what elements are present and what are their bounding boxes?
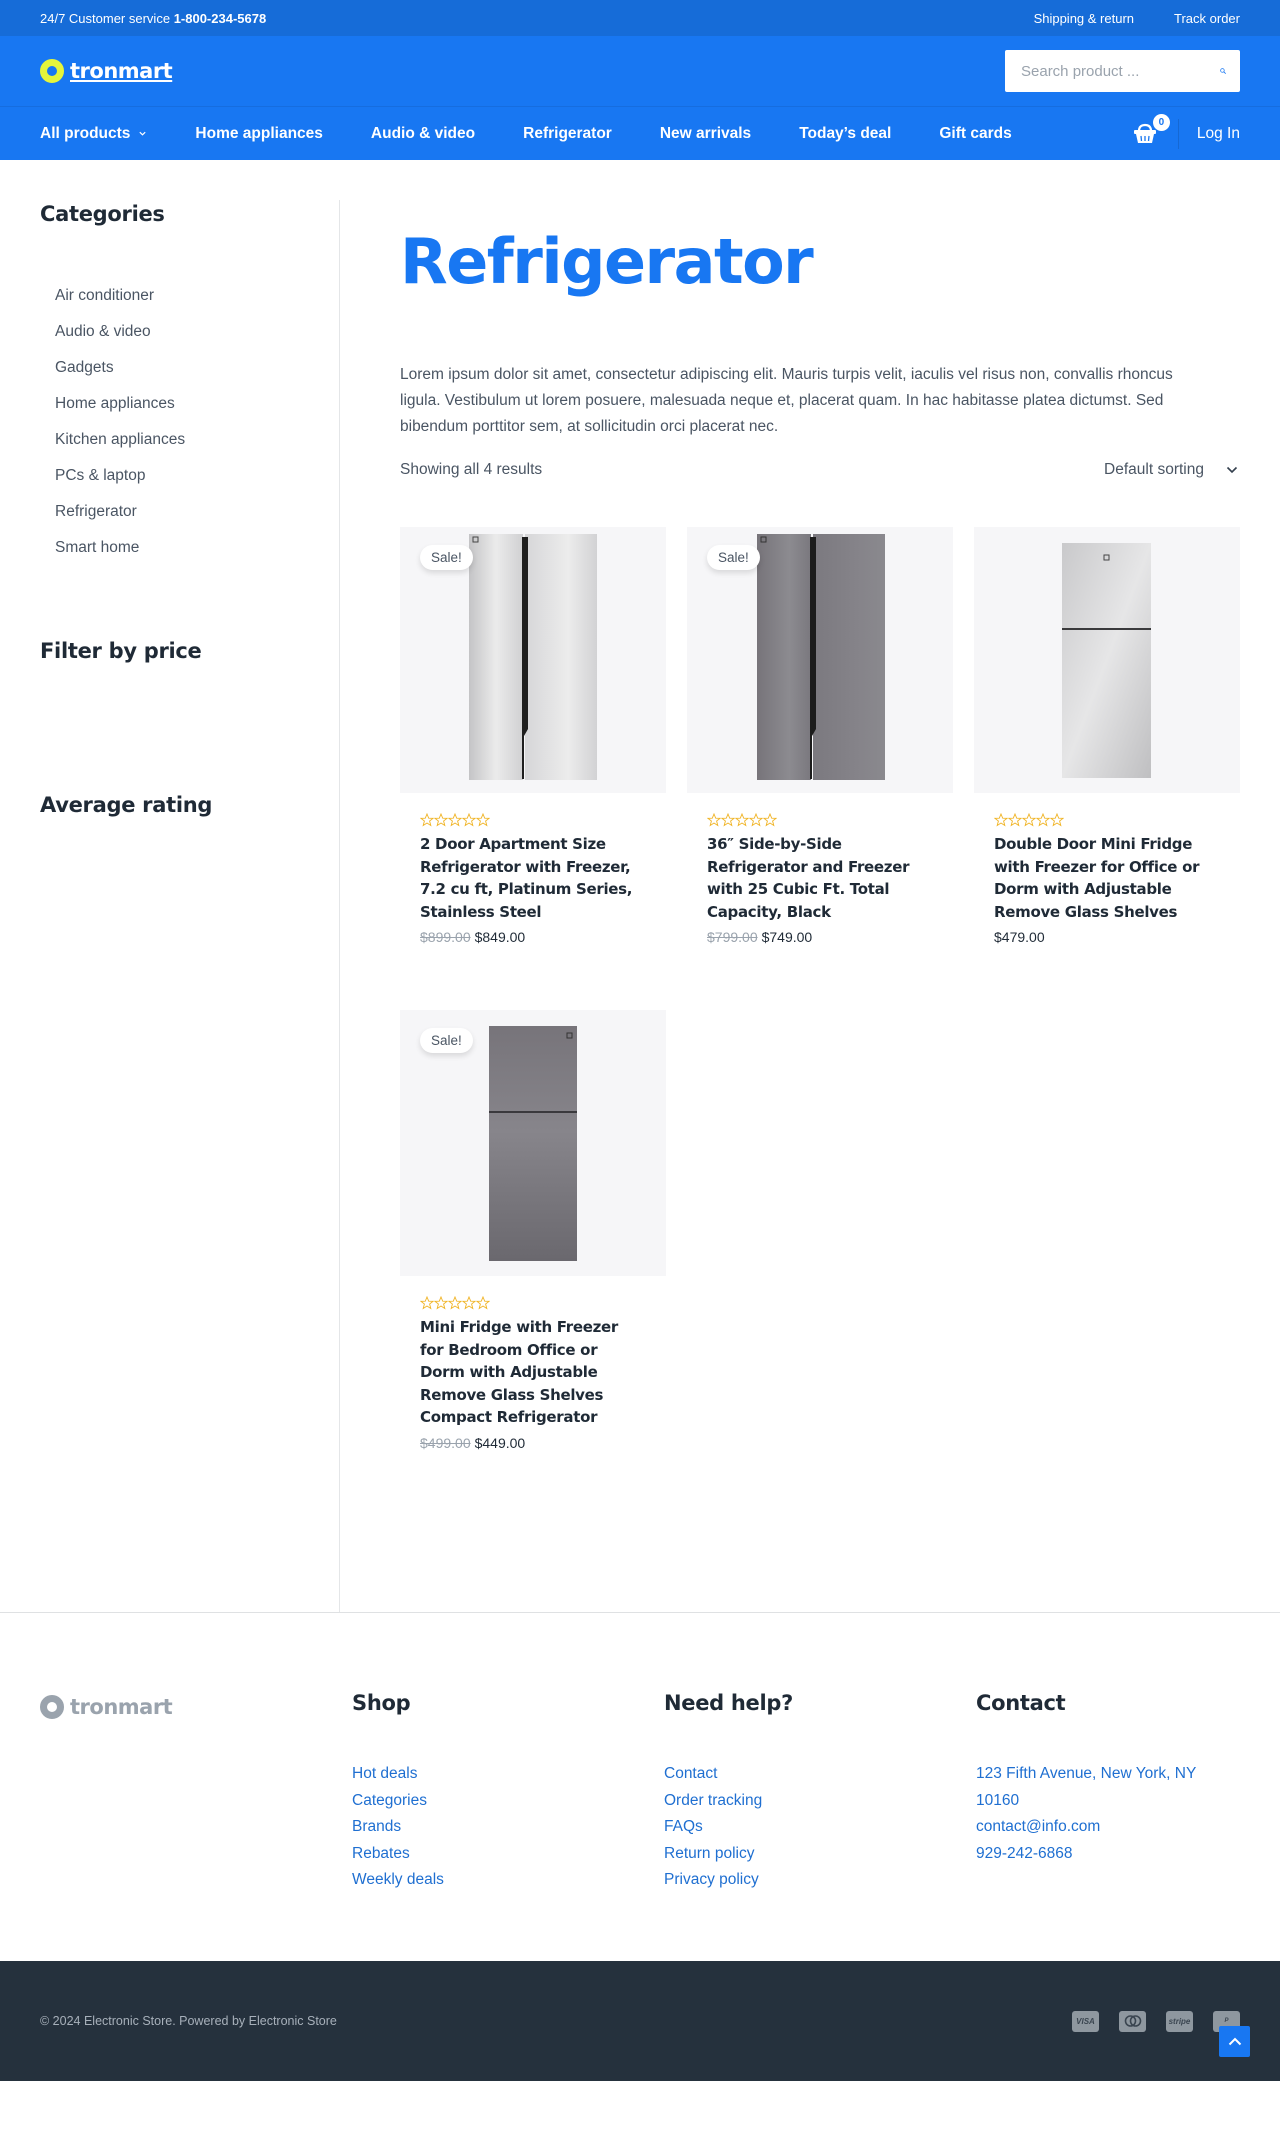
star-rating: [994, 813, 1220, 827]
average-rating-title: Average rating: [40, 793, 213, 817]
product-card: [400, 1010, 666, 1451]
sorting-selected-value: Default sorting: [1104, 461, 1204, 479]
filter-by-price-title: Filter by price: [40, 639, 202, 663]
sale-badge: Sale!: [707, 545, 760, 570]
star-empty-icon: [735, 813, 749, 827]
customer-service-label: 24/7 Customer service: [40, 10, 171, 26]
footer-address-line-2[interactable]: 10160: [976, 1791, 1020, 1809]
nav-refrigerator[interactable]: Refrigerator: [523, 124, 612, 142]
logo-mark-icon: [40, 1695, 64, 1719]
footer-link-faqs[interactable]: FAQs: [664, 1818, 703, 1836]
nav-home-appliances[interactable]: Home appliances: [195, 124, 323, 142]
footer-link-brands[interactable]: Brands: [352, 1818, 402, 1836]
star-rating: [420, 1296, 646, 1310]
product-price: [420, 929, 646, 945]
star-empty-icon: [1036, 813, 1050, 827]
fridge-image: [757, 534, 885, 780]
product-title: Mini Fridge with Freezer for Bedroom Office or Dorm with Adjustable Remove Glass Shelves Compact Refrigerator: [420, 1318, 619, 1427]
star-empty-icon: [1008, 813, 1022, 827]
payment-icons: [1072, 2011, 1240, 2032]
star-empty-icon: [462, 1296, 476, 1310]
star-rating: [707, 813, 933, 827]
cart-button[interactable]: [1132, 116, 1165, 146]
search-input[interactable]: [1021, 63, 1220, 80]
category-kitchen-appliances[interactable]: Kitchen appliances: [55, 431, 186, 448]
nav-new-arrivals[interactable]: New arrivals: [659, 124, 752, 142]
nav-all-products-label: All products: [40, 124, 131, 142]
star-empty-icon: [434, 1296, 448, 1310]
nav-divider: [1178, 119, 1179, 149]
product-title: Double Door Mini Fridge with Freezer for Office or Dorm with Adjustable Remove Glass Shelves: [994, 835, 1200, 921]
footer-help-title: Need help?: [664, 1691, 794, 1715]
footer-phone[interactable]: 929-242-6868: [976, 1844, 1073, 1862]
fridge-image: [1062, 543, 1151, 778]
footer-address-line-1[interactable]: 123 Fifth Avenue, New York, NY: [976, 1765, 1197, 1783]
footer-bottom-bar: [0, 1961, 1280, 2081]
footer-link-contact[interactable]: Contact: [664, 1765, 718, 1783]
category-pcs-laptop[interactable]: PCs & laptop: [55, 467, 146, 484]
product-title-link[interactable]: [420, 1316, 646, 1429]
star-empty-icon: [763, 813, 777, 827]
category-air-conditioner[interactable]: Air conditioner: [55, 287, 155, 304]
category-list: [40, 278, 340, 566]
original-price: $799.00: [707, 929, 758, 946]
top-bar: [0, 0, 1280, 36]
star-empty-icon: [476, 1296, 490, 1310]
product-image-link[interactable]: [400, 1010, 666, 1276]
nav-all-products[interactable]: [40, 125, 147, 143]
sorting-select[interactable]: [1104, 461, 1240, 479]
star-empty-icon: [448, 813, 462, 827]
category-audio-video[interactable]: Audio & video: [55, 323, 151, 340]
footer-link-order-tracking[interactable]: Order tracking: [664, 1791, 763, 1809]
customer-service: [40, 11, 266, 26]
footer-logo-text: tronmart: [70, 1695, 173, 1719]
product-title: 2 Door Apartment Size Refrigerator with Freezer, 7.2 cu ft, Platinum Series, Stainless Steel: [420, 835, 633, 921]
product-card: [974, 527, 1240, 945]
search-box: [1005, 50, 1240, 92]
fridge-image: [489, 1026, 577, 1261]
nav-gift-cards[interactable]: Gift cards: [939, 124, 1012, 142]
main-nav: [0, 107, 1280, 160]
sale-price: $749.00: [761, 929, 813, 946]
regular-price: $479.00: [994, 929, 1045, 946]
star-empty-icon: [1050, 813, 1064, 827]
customer-service-phone[interactable]: 1-800-234-5678: [173, 10, 267, 26]
star-empty-icon: [476, 813, 490, 827]
star-empty-icon: [994, 813, 1008, 827]
product-card: [400, 527, 666, 945]
sale-price: $849.00: [474, 929, 526, 946]
cart-count-badge: 0: [1153, 114, 1170, 131]
result-count: Showing all 4 results: [400, 461, 543, 479]
track-order-link[interactable]: Track order: [1174, 10, 1240, 26]
star-empty-icon: [721, 813, 735, 827]
category-home-appliances[interactable]: Home appliances: [55, 395, 175, 412]
footer-link-categories[interactable]: Categories: [352, 1791, 427, 1809]
star-empty-icon: [1022, 813, 1036, 827]
product-title-link[interactable]: [994, 833, 1220, 923]
chevron-down-icon: [138, 129, 147, 138]
nav-audio-video[interactable]: Audio & video: [370, 124, 476, 142]
star-empty-icon: [448, 1296, 462, 1310]
site-footer: [0, 1613, 1280, 1961]
scroll-to-top-button[interactable]: [1219, 2026, 1250, 2057]
chevron-down-icon: [1226, 466, 1238, 474]
star-rating: [420, 813, 646, 827]
categories-title: Categories: [40, 202, 165, 226]
product-archive: [340, 160, 1240, 1612]
chevron-up-icon: [1228, 2037, 1242, 2046]
star-empty-icon: [462, 813, 476, 827]
footer-link-privacy-policy[interactable]: Privacy policy: [664, 1871, 759, 1889]
shipping-return-link[interactable]: Shipping & return: [1033, 10, 1135, 26]
visa-icon: VISA: [1072, 2011, 1099, 2032]
product-image-link[interactable]: [400, 527, 666, 793]
category-smart-home[interactable]: Smart home: [55, 539, 140, 556]
login-link[interactable]: Log In: [1196, 124, 1240, 142]
product-price: [707, 929, 933, 945]
nav-todays-deal[interactable]: Today’s deal: [799, 124, 892, 142]
original-price: $499.00: [420, 1434, 471, 1451]
logo-mark-icon: [40, 59, 64, 83]
product-image-link[interactable]: [974, 527, 1240, 793]
logo[interactable]: [40, 59, 172, 83]
star-empty-icon: [420, 1296, 434, 1310]
product-card: [687, 527, 953, 945]
sale-price: $449.00: [474, 1434, 526, 1451]
sidebar: [40, 160, 340, 1612]
star-empty-icon: [420, 813, 434, 827]
page-title: Refrigerator: [400, 225, 813, 298]
footer-logo[interactable]: [40, 1695, 352, 1719]
paypal-icon: P: [1213, 2011, 1240, 2032]
mastercard-icon: [1119, 2011, 1146, 2032]
site-header: [0, 36, 1280, 107]
main-area: [0, 160, 1280, 1612]
stripe-icon: stripe: [1166, 2011, 1193, 2032]
product-title-link[interactable]: [707, 833, 933, 923]
copyright: © 2024 Electronic Store. Powered by Electronic Store: [40, 2014, 337, 2028]
logo-text: tronmart: [70, 59, 173, 83]
category-refrigerator[interactable]: Refrigerator: [55, 503, 137, 520]
footer-shop-title: Shop: [352, 1691, 411, 1715]
product-price: [994, 929, 1220, 945]
footer-link-rebates[interactable]: Rebates: [352, 1844, 410, 1862]
product-title-link[interactable]: [420, 833, 646, 923]
sidebar-divider: [339, 200, 340, 1612]
footer-link-return-policy[interactable]: Return policy: [664, 1844, 755, 1862]
original-price: $899.00: [420, 929, 471, 946]
search-icon[interactable]: [1220, 63, 1226, 79]
product-grid: [400, 527, 1240, 1451]
star-empty-icon: [749, 813, 763, 827]
product-title: 36″ Side-by-Side Refrigerator and Freezer with 25 Cubic Ft. Total Capacity, Black: [707, 835, 910, 921]
fridge-image: [469, 534, 597, 780]
sale-badge: Sale!: [420, 1028, 473, 1053]
footer-link-weekly-deals[interactable]: Weekly deals: [352, 1871, 444, 1889]
product-image-link[interactable]: [687, 527, 953, 793]
sale-badge: Sale!: [420, 545, 473, 570]
footer-link-hot-deals[interactable]: Hot deals: [352, 1765, 418, 1783]
footer-email[interactable]: contact@info.com: [976, 1818, 1101, 1836]
footer-contact-title: Contact: [976, 1691, 1066, 1715]
star-empty-icon: [707, 813, 721, 827]
category-gadgets[interactable]: Gadgets: [55, 359, 114, 376]
star-empty-icon: [434, 813, 448, 827]
category-description: Lorem ipsum dolor sit amet, consectetur adipiscing elit. Mauris turpis velit, iaculis vel risus non, convallis rhoncus ligula. Vestibulum ut lorem posuere, malesuada neque et, placerat quam. In hac habitasse platea dictumst. Sed bibendum porttitor sem, at sollicitudin orci placerat nec.: [400, 366, 1173, 436]
product-price: [420, 1435, 646, 1451]
